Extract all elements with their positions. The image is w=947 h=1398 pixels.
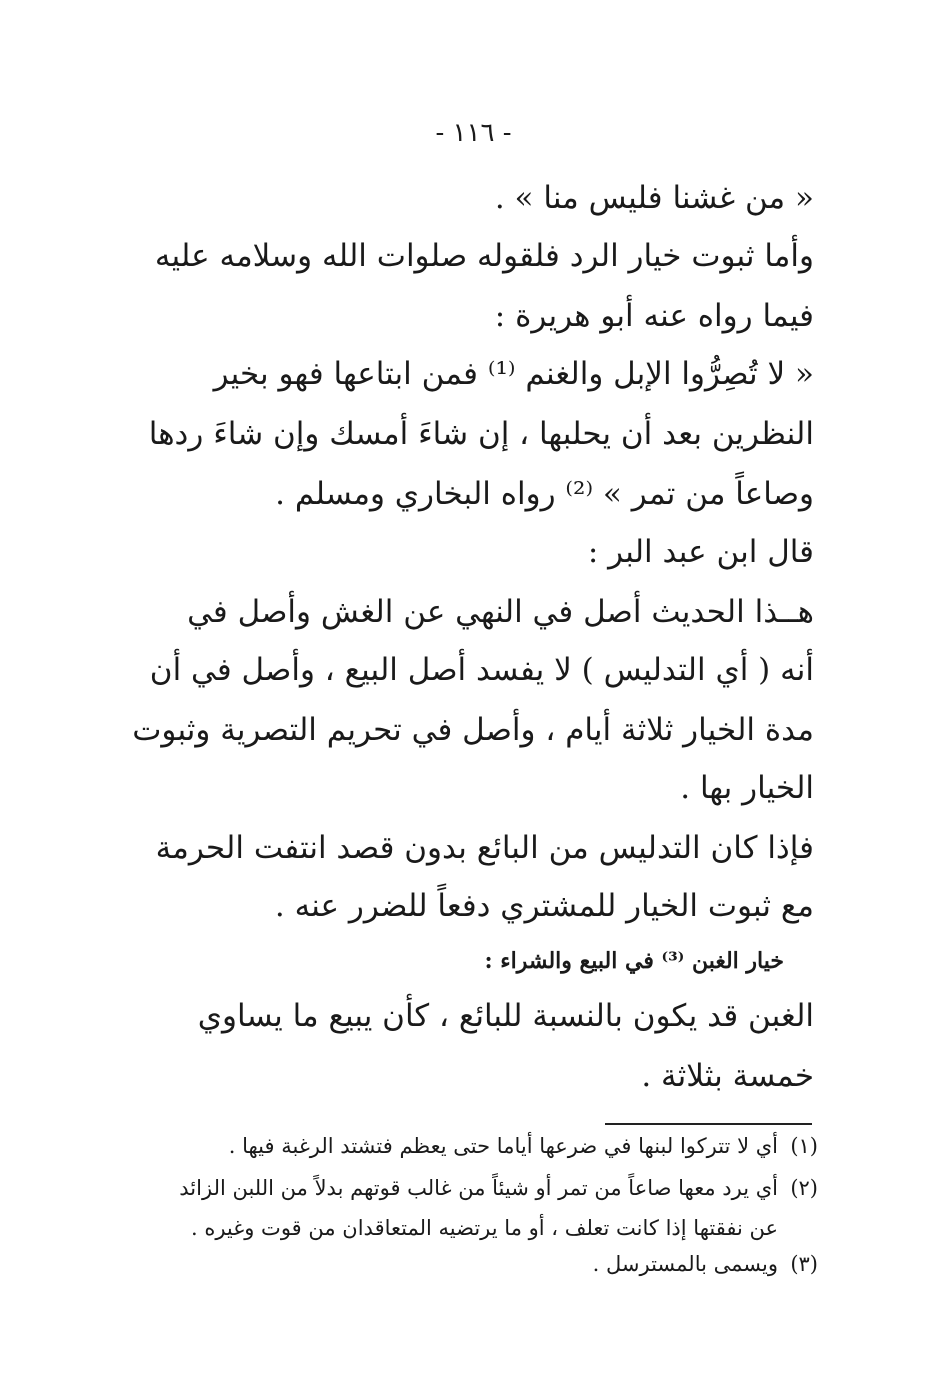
text-line: « لا تُصِرُّوا الإبل والغنم ⁽¹⁾ فمن ابتاعها فهو بخير bbox=[213, 356, 814, 392]
text-line: فيما رواه عنه أبو هريرة : bbox=[494, 298, 814, 334]
footnote-number: (٢) bbox=[790, 1176, 818, 1200]
text-line: قال ابن عبد البر : bbox=[587, 534, 814, 570]
text-line: النظرين بعد أن يحلبها ، إن شاءَ أمسك وإن شاءَ ردها bbox=[148, 416, 814, 452]
footnote-number: (١) bbox=[790, 1134, 818, 1158]
text-line: فإذا كان التدليس من البائع بدون قصد انتفت الحرمة bbox=[155, 830, 814, 866]
text-line: مدة الخيار ثلاثة أيام ، وأصل في تحريم التصرية وثبوت bbox=[132, 712, 814, 748]
section-subheading: خيار الغبن ⁽³⁾ في البيع والشراء : bbox=[484, 948, 784, 974]
text-line: وأما ثبوت خيار الرد فلقوله صلوات الله وسلامه عليه bbox=[154, 238, 814, 274]
footnote-text: عن نفقتها إذا كانت تعلف ، أو ما يرتضيه المتعاقدان من قوت وغيره . bbox=[190, 1216, 778, 1240]
footnote bbox=[130, 1216, 818, 1240]
footnote bbox=[130, 1134, 818, 1158]
text-line: خمسة بثلاثة . bbox=[641, 1058, 814, 1094]
text-line: الغبن قد يكون بالنسبة للبائع ، كأن يبيع ما يساوي bbox=[197, 998, 814, 1034]
text-line: مع ثبوت الخيار للمشتري دفعاً للضرر عنه . bbox=[274, 888, 814, 924]
text-line: أنه ( أي التدليس ) لا يفسد أصل البيع ، وأصل في أن bbox=[149, 652, 814, 688]
footnote-number: (٣) bbox=[790, 1252, 818, 1276]
text-line: « من غشنا فليس منا » . bbox=[494, 180, 814, 216]
text-line: الخيار بها . bbox=[680, 770, 814, 806]
footnote-text: أي لا تتركوا لبنها في ضرعها أياما حتى يعظم فتشتد الرغبة فيها . bbox=[228, 1134, 778, 1158]
text-line: هــذا الحديث أصل في النهي عن الغش وأصل في bbox=[187, 594, 814, 630]
footnote bbox=[130, 1252, 818, 1276]
footnote-separator bbox=[605, 1123, 812, 1125]
footnote-text: أي يرد معها صاعاً من تمر أو شيئاً من غالب قوتهم بدلاً من اللبن الزائد bbox=[179, 1176, 778, 1200]
text-line: وصاعاً من تمر » ⁽²⁾ رواه البخاري ومسلم . bbox=[275, 476, 814, 512]
page-number: - ١١٦ - bbox=[435, 118, 512, 148]
footnote bbox=[130, 1176, 818, 1200]
footnote-text: ويسمى بالمسترسل . bbox=[592, 1252, 778, 1276]
